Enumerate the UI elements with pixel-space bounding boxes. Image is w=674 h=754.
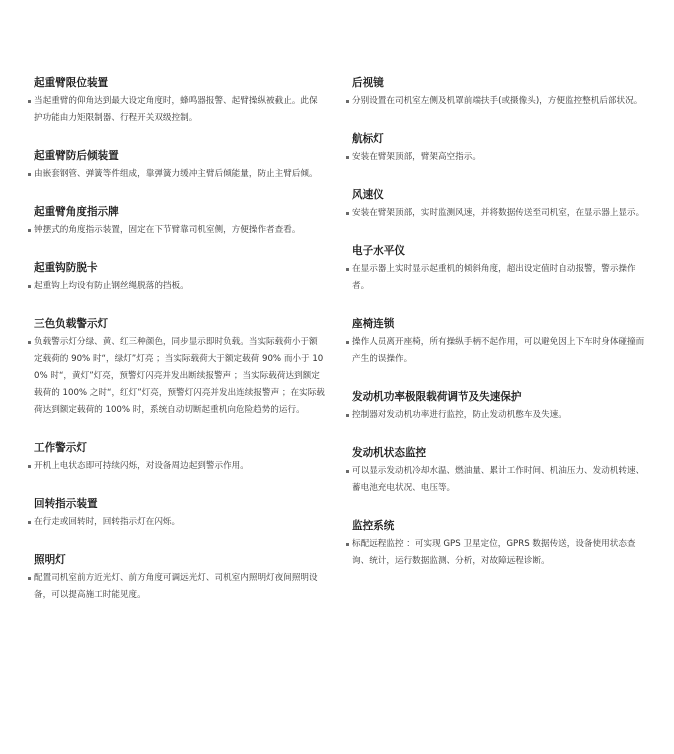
section-title: 回转指示装置	[34, 498, 98, 510]
section-text	[28, 222, 326, 239]
section-hook-latch	[28, 261, 326, 295]
left-column	[28, 76, 326, 626]
section-text-content: 配置司机室前方近光灯、前方角度可调远光灯、司机室内照明灯夜间照明设备，可以提高施工时能见度。	[34, 573, 318, 600]
bullet-icon	[346, 100, 349, 103]
bullet-icon	[28, 229, 31, 232]
section-text	[28, 458, 326, 475]
section-text-content: 起重钩上均设有防止钢丝绳脱落的挡板。	[34, 281, 189, 291]
section-text	[28, 93, 326, 127]
section-text-content: 负载警示灯分绿、黄、红三种颜色，同步显示即时负载。当实际载荷小于额定载荷的 90% 时“，绿灯”灯亮 ；当实际载荷大于额定载荷 90% 而小于 100% 时“，黄灯”灯亮，预警灯闪亮并发出断续报警声 ；当实际载荷达到额定载荷的 100% 之时“，红灯”灯亮，预警灯闪亮并发出连续报警声 ；在实际载荷达到额定载荷的 100% 时，系统自动切断起重机向危险趋势的运行。	[34, 337, 325, 415]
bullet-icon	[346, 414, 349, 417]
section-engine-monitoring	[346, 446, 646, 497]
section-title: 照明灯	[34, 554, 66, 566]
bullet-icon	[346, 543, 349, 546]
section-title: 起重臂防后倾装置	[34, 150, 119, 162]
section-text-content: 安装在臂架顶部，臂架高空指示。	[352, 152, 481, 162]
section-text-content: 安装在臂架顶部，实时监测风速，并将数据传送至司机室，在显示器上显示。	[352, 208, 645, 218]
section-boom-backstop	[28, 149, 326, 183]
section-monitoring-system	[346, 519, 646, 570]
bullet-icon	[28, 285, 31, 288]
section-text	[28, 514, 326, 531]
section-text	[28, 278, 326, 295]
bullet-icon	[346, 341, 349, 344]
section-text-content: 钟摆式的角度指示装置，固定在下节臂靠司机室侧，方便操作者查看。	[34, 225, 301, 235]
bullet-icon	[28, 100, 31, 103]
bullet-icon	[346, 268, 349, 271]
bullet-icon	[28, 465, 31, 468]
section-title: 航标灯	[352, 133, 384, 145]
section-load-warning-light	[28, 317, 326, 419]
section-text	[346, 536, 646, 570]
section-text-content: 由嵌套钢管、弹簧等件组成，靠弹簧力缓冲主臂后倾能量，防止主臂后倾。	[34, 169, 318, 179]
section-title: 发动机状态监控	[352, 447, 427, 459]
section-text-content: 在行走或回转时，回转指示灯在闪烁。	[34, 517, 181, 527]
section-boom-limit	[28, 76, 326, 127]
bullet-icon	[28, 521, 31, 524]
bullet-icon	[28, 173, 31, 176]
section-text-content: 可以显示发动机冷却水温、燃油量、累计工作时间、机油压力、发动机转速、蓄电池充电状况、电压等。	[352, 466, 645, 493]
section-title: 电子水平仪	[352, 245, 405, 257]
bullet-icon	[28, 341, 31, 344]
section-text	[346, 463, 646, 497]
right-column	[346, 76, 646, 592]
section-text-content: 分别设置在司机室左侧及机罩前端扶手(或摄像头)，方便监控整机后部状况。	[352, 96, 643, 106]
section-seat-interlock	[346, 317, 646, 368]
section-text-content: 操作人员离开座椅，所有操纵手柄不起作用，可以避免因上下车时身体碰撞而产生的误操作。	[352, 337, 645, 364]
section-text	[28, 570, 326, 604]
section-lighting	[28, 553, 326, 604]
section-title: 起重臂限位装置	[34, 77, 109, 89]
section-text	[346, 334, 646, 368]
section-anemometer	[346, 188, 646, 222]
section-text	[346, 149, 646, 166]
section-beacon-light	[346, 132, 646, 166]
section-title: 座椅连锁	[352, 318, 395, 330]
section-title: 后视镜	[352, 77, 384, 89]
section-text-content: 开机上电状态即可持续闪烁，对设备周边起到警示作用。	[34, 461, 249, 471]
section-text	[346, 93, 646, 110]
section-text	[346, 261, 646, 295]
section-text	[346, 407, 646, 424]
section-text	[346, 205, 646, 222]
section-text-content: 控制器对发动机功率进行监控，防止发动机憋车及失速。	[352, 410, 567, 420]
section-title: 监控系统	[352, 520, 395, 532]
section-title: 发动机功率极限载荷调节及失速保护	[352, 391, 522, 403]
section-text-content: 标配远程监控 ：可实现 GPS 卫星定位，GPRS 数据传送，设备使用状态查询、统计，运行数据监测、分析，对故障远程诊断。	[352, 539, 636, 566]
section-text	[28, 166, 326, 183]
bullet-icon	[346, 156, 349, 159]
section-text-content: 在显示器上实时显示起重机的倾斜角度，超出设定值时自动报警，警示操作者。	[352, 264, 636, 291]
bullet-icon	[346, 212, 349, 215]
section-slewing-indicator	[28, 497, 326, 531]
section-title: 工作警示灯	[34, 442, 87, 454]
section-title: 风速仪	[352, 189, 384, 201]
section-title: 起重钩防脱卡	[34, 262, 98, 274]
section-title: 起重臂角度指示牌	[34, 206, 119, 218]
section-text-content: 当起重臂的仰角达到最大设定角度时，蜂鸣器报警、起臂操纵被截止。此保护功能由力矩限制器、行程开关双级控制。	[34, 96, 318, 123]
section-electronic-level	[346, 244, 646, 295]
section-title: 三色负载警示灯	[34, 318, 109, 330]
section-boom-angle-indicator	[28, 205, 326, 239]
section-rearview-mirror	[346, 76, 646, 110]
section-text	[28, 334, 326, 419]
bullet-icon	[28, 577, 31, 580]
section-engine-power-limit	[346, 390, 646, 424]
section-work-warning-light	[28, 441, 326, 475]
bullet-icon	[346, 470, 349, 473]
